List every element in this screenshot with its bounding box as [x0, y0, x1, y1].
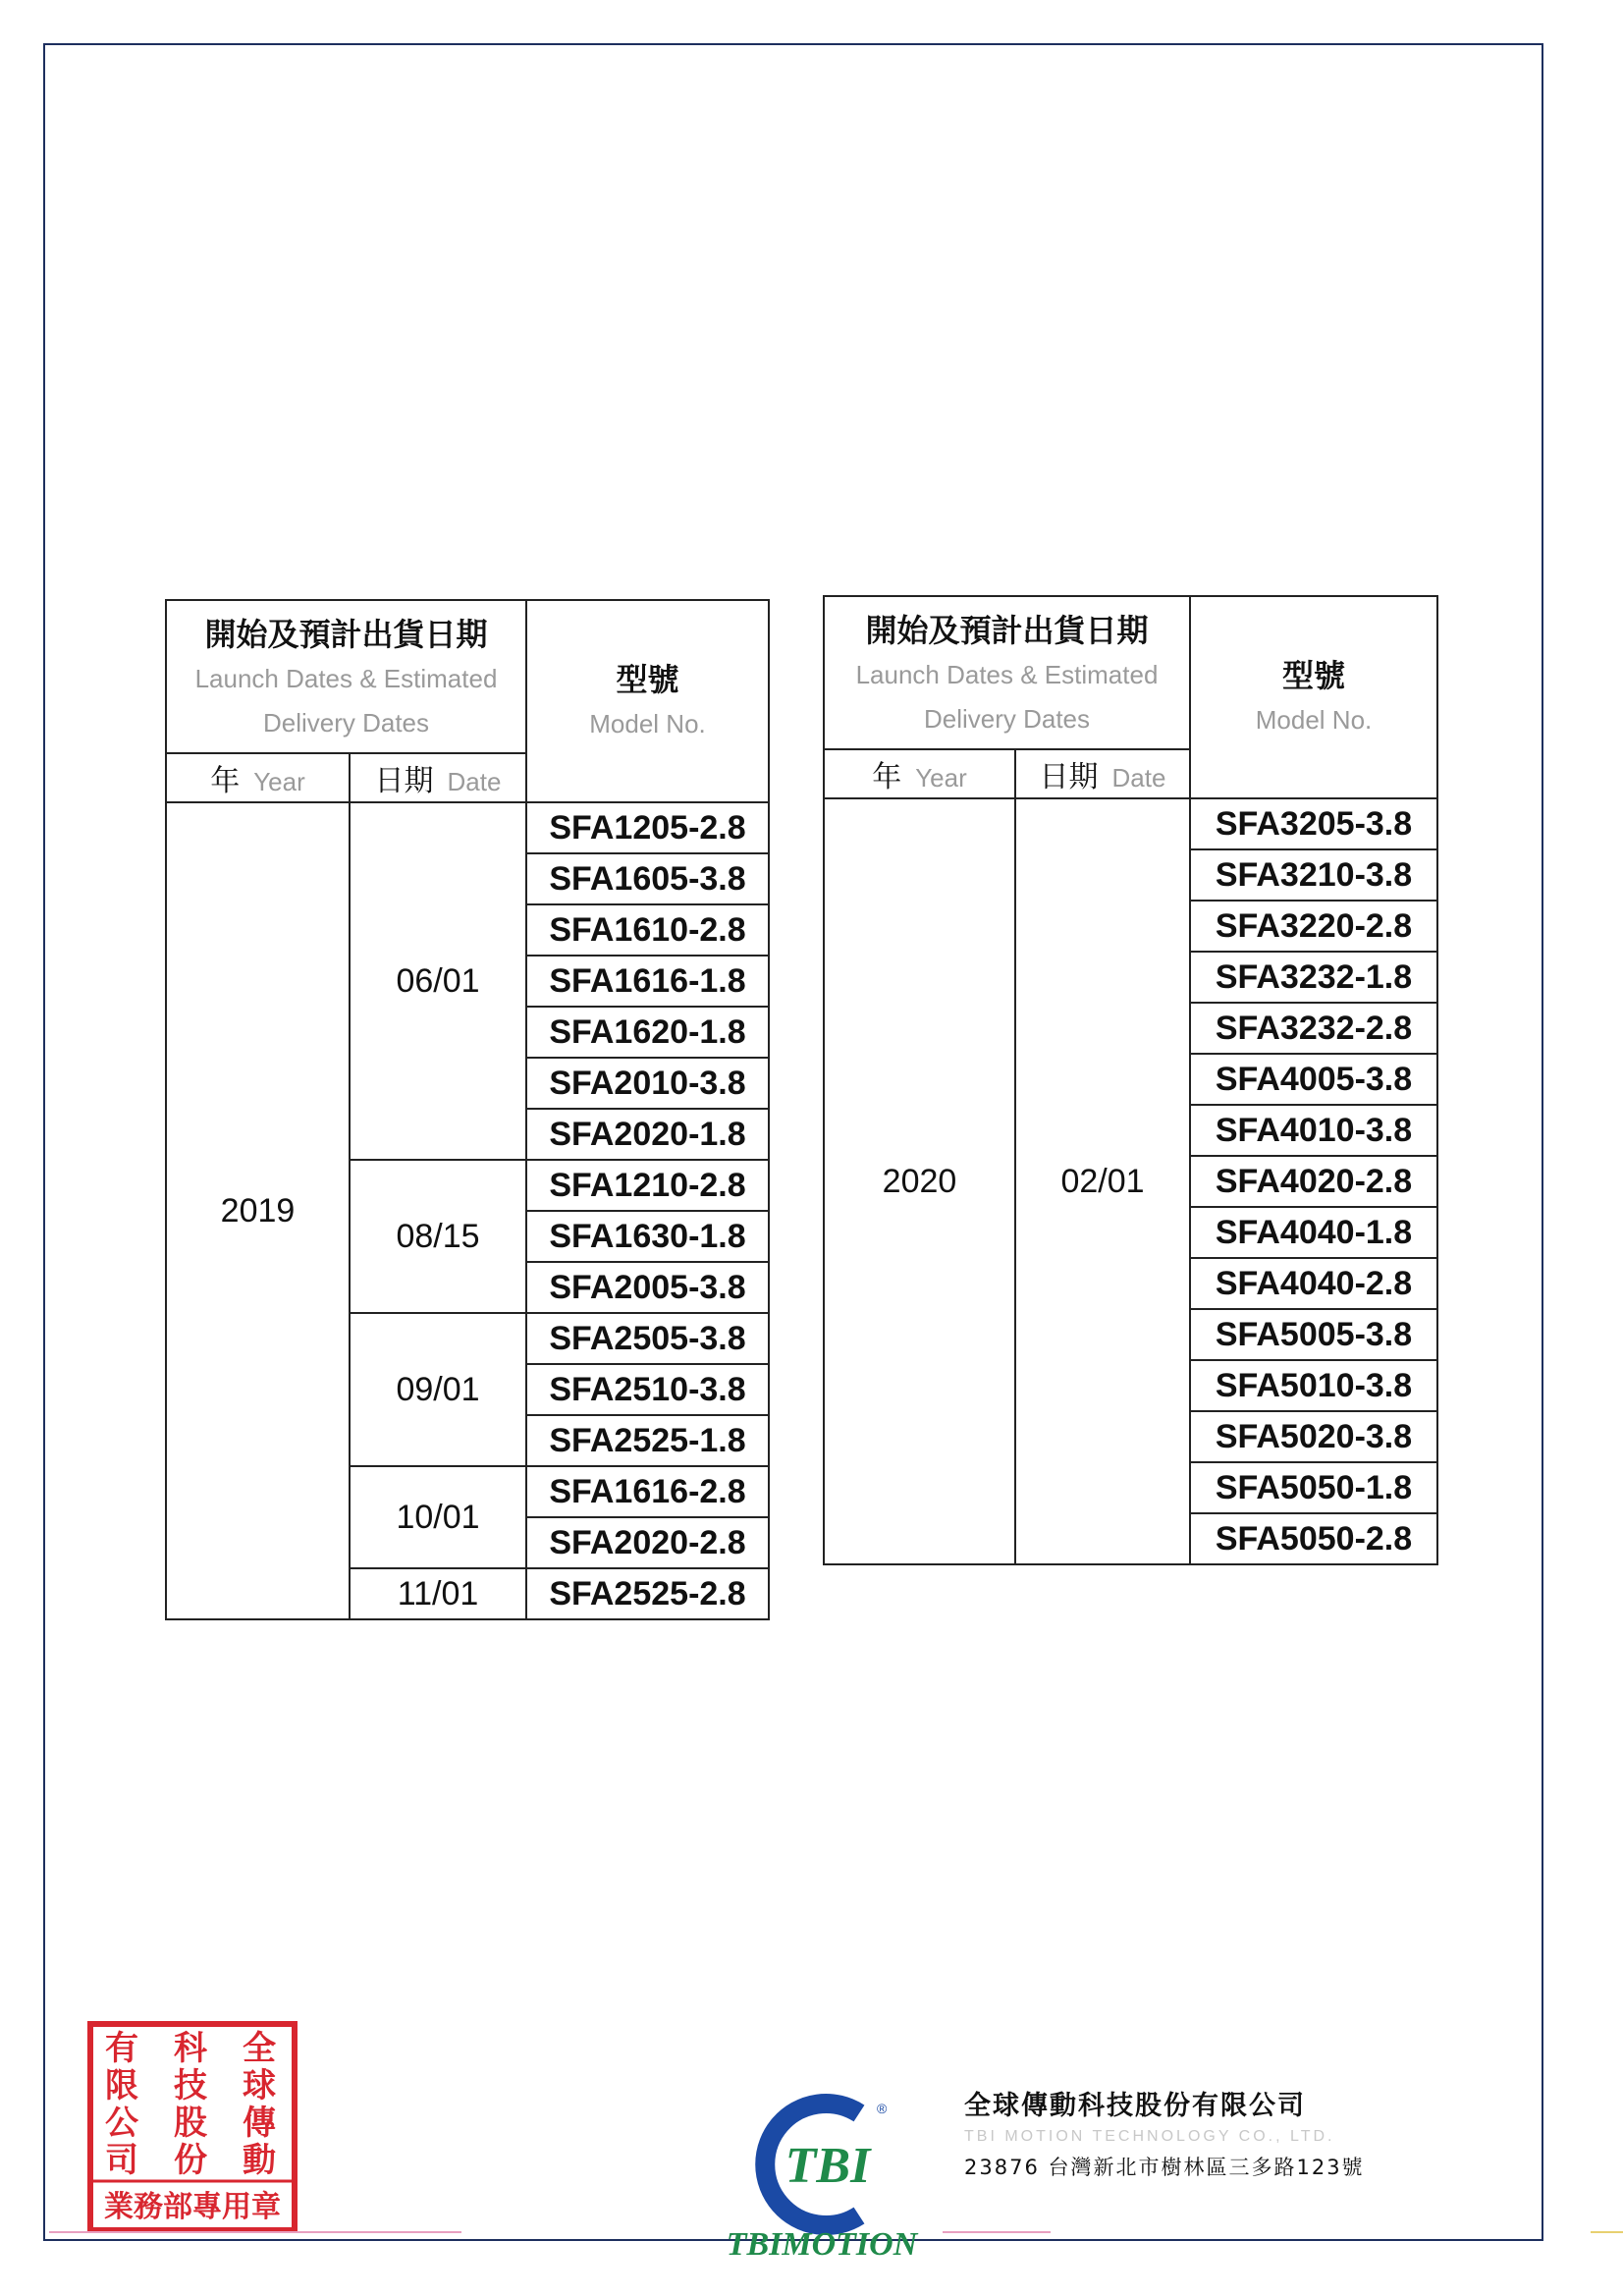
seal-char: 司 [105, 2141, 138, 2180]
model-header-cell [1190, 596, 1437, 798]
decorative-line [49, 2231, 461, 2233]
model-cell: SFA4040-1.8 [1190, 1207, 1437, 1258]
model-cell: SFA4010-3.8 [1190, 1105, 1437, 1156]
seal-char: 公 [105, 2104, 138, 2143]
launch-header-en-1: Launch Dates & Estimated [194, 664, 498, 693]
date-header-en: Date [1111, 763, 1166, 793]
model-cell: SFA1616-2.8 [526, 1466, 769, 1517]
seal-char: 有 [105, 2029, 138, 2068]
model-cell: SFA1610-2.8 [526, 904, 769, 956]
model-cell: SFA1620-1.8 [526, 1007, 769, 1058]
year-header-en: Year [915, 763, 967, 793]
model-cell: SFA5010-3.8 [1190, 1360, 1437, 1411]
date-header-cell [350, 753, 526, 802]
company-address: 23876 台灣新北市樹林區三多路123號 [964, 2156, 1365, 2179]
date-header-zh: 日期 [1039, 760, 1099, 794]
model-header-zh: 型號 [616, 661, 679, 698]
model-cell: SFA4005-3.8 [1190, 1054, 1437, 1105]
year-header-en: Year [253, 767, 305, 796]
model-cell: SFA3210-3.8 [1190, 849, 1437, 901]
model-header-cell [526, 600, 769, 802]
year-header-cell [824, 749, 1015, 798]
logo-brand-text: TBIMOTION [726, 2226, 918, 2263]
model-cell: SFA1605-3.8 [526, 853, 769, 904]
decorative-line [943, 2231, 1051, 2233]
model-cell: SFA3232-1.8 [1190, 952, 1437, 1003]
seal-characters [105, 2029, 276, 2180]
launch-header-cell [824, 596, 1190, 749]
year-header-zh: 年 [210, 764, 241, 798]
model-header-en: Model No. [589, 709, 706, 738]
model-cell: SFA1630-1.8 [526, 1211, 769, 1262]
year-header-zh: 年 [872, 760, 902, 794]
model-cell: SFA1210-2.8 [526, 1160, 769, 1211]
model-cell: SFA3220-2.8 [1190, 901, 1437, 952]
date-cell: 11/01 [350, 1568, 526, 1619]
seal-char: 動 [243, 2141, 276, 2180]
seal-bottom-text: 業務部專用章 [104, 2190, 281, 2224]
year-cell: 2020 [824, 798, 1015, 1564]
decorative-line [1591, 2231, 1623, 2233]
year-cell: 2019 [166, 802, 350, 1619]
date-header-cell [1015, 749, 1190, 798]
company-info [964, 2084, 1365, 2181]
launch-header-en-2: Delivery Dates [923, 704, 1091, 734]
seal-char: 球 [243, 2066, 276, 2105]
company-name-en: TBI MOTION TECHNOLOGY CO., LTD. [964, 2128, 1335, 2145]
model-header-zh: 型號 [1281, 657, 1345, 694]
launch-header-zh: 開始及預計出貨日期 [204, 616, 488, 653]
table-row [166, 802, 769, 853]
seal-char: 限 [105, 2066, 138, 2105]
date-cell: 06/01 [350, 802, 526, 1160]
model-cell: SFA5050-2.8 [1190, 1513, 1437, 1564]
tbi-logo [712, 2086, 947, 2263]
right-schedule-table [823, 595, 1438, 1565]
model-cell: SFA5050-1.8 [1190, 1462, 1437, 1513]
seal-char: 股 [174, 2104, 207, 2143]
logo-registered-mark: ® [877, 2101, 888, 2116]
model-cell: SFA3232-2.8 [1190, 1003, 1437, 1054]
company-name-zh: 全球傳動科技股份有限公司 [964, 2091, 1306, 2121]
model-cell: SFA2505-3.8 [526, 1313, 769, 1364]
model-cell: SFA5020-3.8 [1190, 1411, 1437, 1462]
left-schedule-table [165, 599, 770, 1620]
model-cell: SFA2020-2.8 [526, 1517, 769, 1568]
logo-tbi-text: TBI [784, 2138, 871, 2194]
table-row [824, 798, 1437, 849]
model-cell: SFA1616-1.8 [526, 956, 769, 1007]
model-header-en: Model No. [1255, 705, 1373, 735]
launch-header-zh: 開始及預計出貨日期 [865, 612, 1149, 649]
model-cell: SFA5005-3.8 [1190, 1309, 1437, 1360]
launch-header-en-1: Launch Dates & Estimated [855, 660, 1159, 689]
date-header-en: Date [447, 767, 502, 796]
model-cell: SFA2020-1.8 [526, 1109, 769, 1160]
model-cell: SFA2510-3.8 [526, 1364, 769, 1415]
launch-header-en-2: Delivery Dates [262, 708, 430, 738]
model-cell: SFA4020-2.8 [1190, 1156, 1437, 1207]
launch-header-cell [166, 600, 526, 753]
seal-char: 技 [174, 2066, 207, 2105]
model-cell: SFA1205-2.8 [526, 802, 769, 853]
model-cell: SFA2005-3.8 [526, 1262, 769, 1313]
company-seal [86, 2020, 298, 2234]
year-header-cell [166, 753, 350, 802]
date-cell: 10/01 [350, 1466, 526, 1568]
seal-char: 科 [174, 2029, 207, 2068]
seal-char: 傳 [243, 2104, 276, 2143]
date-cell: 08/15 [350, 1160, 526, 1313]
model-cell: SFA2525-2.8 [526, 1568, 769, 1619]
model-cell: SFA2525-1.8 [526, 1415, 769, 1466]
date-cell: 02/01 [1015, 798, 1190, 1564]
model-cell: SFA3205-3.8 [1190, 798, 1437, 849]
model-cell: SFA4040-2.8 [1190, 1258, 1437, 1309]
date-header-zh: 日期 [374, 764, 434, 798]
model-cell: SFA2010-3.8 [526, 1058, 769, 1109]
date-cell: 09/01 [350, 1313, 526, 1466]
seal-char: 全 [243, 2029, 276, 2068]
seal-char: 份 [174, 2141, 207, 2180]
